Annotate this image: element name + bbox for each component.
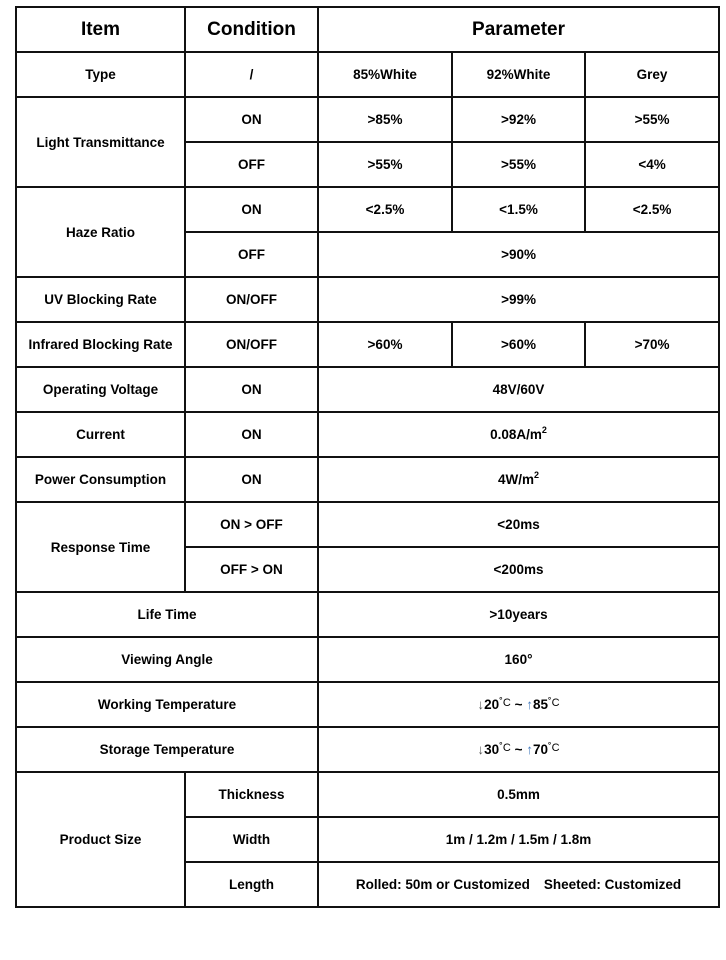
row-label: Storage Temperature — [16, 727, 318, 772]
value-cell: >70% — [585, 322, 719, 367]
value-cell: >60% — [452, 322, 585, 367]
header-condition: Condition — [185, 7, 318, 52]
condition-cell: ON > OFF — [185, 502, 318, 547]
value-cell: 0.5mm — [318, 772, 719, 817]
high-temp: 70 — [532, 742, 548, 757]
table-row — [16, 772, 719, 817]
header-parameter: Parameter — [318, 7, 719, 52]
value-cell: 1m / 1.2m / 1.5m / 1.8m — [318, 817, 719, 862]
value-cell — [318, 412, 719, 457]
superscript: 2 — [541, 425, 547, 435]
table-row — [16, 502, 719, 547]
row-label: Infrared Blocking Rate — [16, 322, 185, 367]
superscript: 2 — [534, 470, 540, 480]
value-cell — [318, 457, 719, 502]
table-row — [16, 322, 719, 367]
condition-cell: OFF — [185, 232, 318, 277]
condition-cell: ON/OFF — [185, 277, 318, 322]
value-cell — [318, 727, 719, 772]
header-row — [16, 7, 719, 52]
low-temp: 30 — [484, 742, 500, 757]
value-cell — [318, 862, 719, 907]
table-row — [16, 277, 719, 322]
row-label: Current — [16, 412, 185, 457]
degree-unit: ˚C — [499, 697, 511, 709]
header-item: Item — [16, 7, 185, 52]
table-row — [16, 727, 719, 772]
row-label: Response Time — [16, 502, 185, 592]
table-row — [16, 637, 719, 682]
separator: ~ — [510, 742, 527, 757]
separator: ~ — [510, 697, 527, 712]
value-text: 0.08A/m — [490, 427, 542, 442]
sheeted-length: Sheeted: Customized — [543, 877, 682, 892]
value-cell: 48V/60V — [318, 367, 719, 412]
arrow-up-icon: ↑ — [526, 742, 533, 757]
spec-table — [15, 6, 720, 908]
value-cell — [318, 682, 719, 727]
row-label: Viewing Angle — [16, 637, 318, 682]
arrow-down-icon: ↓ — [477, 742, 485, 757]
table-row — [16, 187, 719, 232]
row-label: Life Time — [16, 592, 318, 637]
value-cell: >55% — [452, 142, 585, 187]
condition-cell: Width — [185, 817, 318, 862]
value-cell: <4% — [585, 142, 719, 187]
high-temp: 85 — [532, 697, 548, 712]
condition-cell: Length — [185, 862, 318, 907]
table-row — [16, 97, 719, 142]
condition-cell: ON — [185, 412, 318, 457]
condition-cell: Thickness — [185, 772, 318, 817]
value-text: 4W/m — [498, 472, 535, 487]
row-label: Light Transmittance — [16, 97, 185, 187]
value-cell: >85% — [318, 97, 452, 142]
row-label: Power Consumption — [16, 457, 185, 502]
value-cell: >90% — [318, 232, 719, 277]
value-cell: <20ms — [318, 502, 719, 547]
arrow-down-icon: ↓ — [477, 697, 485, 712]
row-label: Product Size — [16, 772, 185, 907]
table-row — [16, 682, 719, 727]
row-label: Haze Ratio — [16, 187, 185, 277]
value-cell: >92% — [452, 97, 585, 142]
rolled-length: Rolled: 50m or Customized — [355, 877, 530, 892]
condition-cell: ON — [185, 367, 318, 412]
value-cell: 85%White — [318, 52, 452, 97]
condition-cell: OFF — [185, 142, 318, 187]
table-row — [16, 412, 719, 457]
degree-unit: ˚C — [547, 742, 560, 754]
value-cell: >60% — [318, 322, 452, 367]
value-cell: 160° — [318, 637, 719, 682]
value-cell: <2.5% — [585, 187, 719, 232]
value-cell: 92%White — [452, 52, 585, 97]
table-row — [16, 52, 719, 97]
low-temp: 20 — [484, 697, 500, 712]
value-cell: <2.5% — [318, 187, 452, 232]
row-label: Operating Voltage — [16, 367, 185, 412]
value-cell: <1.5% — [452, 187, 585, 232]
value-cell: >99% — [318, 277, 719, 322]
arrow-up-icon: ↑ — [526, 697, 533, 712]
condition-cell: ON — [185, 457, 318, 502]
table-row — [16, 367, 719, 412]
value-cell: >55% — [318, 142, 452, 187]
value-cell: >55% — [585, 97, 719, 142]
condition-cell: ON/OFF — [185, 322, 318, 367]
row-label: Type — [16, 52, 185, 97]
condition-cell: ON — [185, 187, 318, 232]
value-cell: Grey — [585, 52, 719, 97]
condition-cell: / — [185, 52, 318, 97]
value-cell: <200ms — [318, 547, 719, 592]
condition-cell: OFF > ON — [185, 547, 318, 592]
value-cell: >10years — [318, 592, 719, 637]
table-row — [16, 592, 719, 637]
row-label: UV Blocking Rate — [16, 277, 185, 322]
degree-unit: ˚C — [547, 697, 560, 709]
condition-cell: ON — [185, 97, 318, 142]
degree-unit: ˚C — [499, 742, 511, 754]
row-label: Working Temperature — [16, 682, 318, 727]
table-row — [16, 457, 719, 502]
